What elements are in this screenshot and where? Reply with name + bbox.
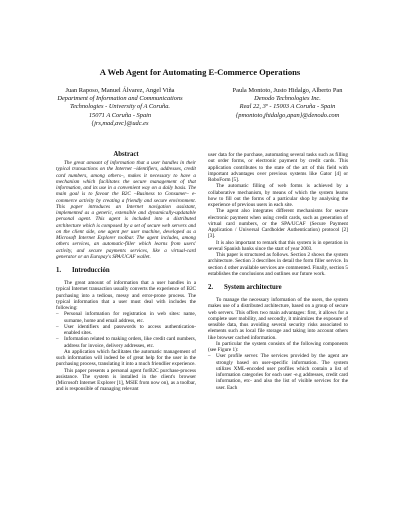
list-item: – Information related to making orders, like credit card numbers, address for invoice, delivery addresses, etc. bbox=[56, 336, 196, 349]
author-affiliation: Department of Information and Communications Technologies - University of A Coruña. bbox=[57, 95, 183, 111]
bullet-list bbox=[208, 353, 348, 391]
list-item: – User profile server. The services provided by the agent are strongly based on user-specific information. The system utilizes XML-encoded user profiles which contain a list of information categories for each user -e.g addresses, credit card information, etc- and also the list of visible services for the user. Each bbox=[208, 353, 348, 391]
abstract-text: The great amount of information that a user handles in their typical transactions on the Internet –identifiers, addresses, credit card numbers, among others–, makes it necessary to have a mechanism which facilitates the secure management of that information, and its use in a convenient way on a daily basis. The main goal is to favour the B2C –Business to Consumer– e-commerce activity by creating a friendly and secure environment. This paper introduces an Internet navigation assistant, implemented as a generic, extensible and dynamically-updatable personal agent. This agent is included into a distributed architecture which is composed by a set of secure web servers and on the client side, one agent per user machine, developed as a Microsoft Internet Explorer toolbar. The agent includes, among others services, an automatic-filler which learns from users' activity, and secure payments services, like a virtual-card generator or an Europay's SPA/UCAF wallet. bbox=[56, 160, 196, 260]
paragraph: To manage the necessary information of the users, the system makes use of a distributed architecture, based on a group of secure web servers. This offers two main advantages: first, it allows for a complete user mobility, and secondly, it minimizes the exposure of sensible data, thus avoiding several security risks associated to elements such as local file storage and taking into account others like browser cached information. bbox=[208, 297, 348, 341]
abstract-heading: Abstract bbox=[113, 151, 139, 158]
left-column bbox=[56, 150, 196, 393]
paragraph: An application which facilitates the automatic management of such information will indeed be of great help for the user in the purchasing process, translating it into a much friendlier experience. bbox=[56, 348, 196, 368]
section-number: 1. bbox=[56, 267, 62, 274]
author-address: 15071 A Coruña - Spain bbox=[88, 111, 152, 119]
paragraph: The automatic filling of web forms is achieved by a collaborative mechanism, by means of which the system learns how to fill out the forms of a particular shop by analysing the experience of previous users in each site. bbox=[208, 183, 348, 208]
section-heading-introduction bbox=[56, 267, 196, 275]
list-item: – User identifiers and passwords to access authentication-enabled sites. bbox=[56, 324, 196, 337]
paragraph: The great amount of information that a user handles in a typical Internet transaction usually converts the experience of B2C purchasing into a tedious, messy and error-prone process. The typical information that a user must deal with includes the following: bbox=[56, 280, 196, 311]
section-number: 2. bbox=[208, 284, 214, 291]
paper-title: A Web Agent for Automating E-Commerce Operations bbox=[99, 67, 301, 77]
paragraph: This paper is structured as follows. Section 2 shows the system architecture. Section 3 describes in detail the form filler service. In section 4 other available services are commented. Finally, section 5 establishes the conclusions and outlines our future work. bbox=[208, 252, 348, 277]
author-block-denodo bbox=[215, 87, 360, 120]
author-block-udc bbox=[45, 87, 195, 128]
author-names: Paula Montoto, Justo Hidalgo, Alberto Pan bbox=[232, 87, 343, 94]
right-column bbox=[208, 152, 348, 391]
paragraph: It is also important to remark that this system is in operation in several Spanish banks since the start of year 2003. bbox=[208, 239, 348, 252]
paragraph: The agent also integrates different mechanisms for secure electronic payment when using credit cards, such as generation of virtual card numbers, or the SPA/UCAF (Secure Payment Application / Universal Cardholder Authentication) protocol [2][3]. bbox=[208, 208, 348, 240]
author-email: {pmontoto,jhidalgo,apan}@denodo.com bbox=[235, 111, 340, 119]
author-affiliation: Denodo Technologies Inc. bbox=[254, 95, 321, 103]
section-title: System architecture bbox=[224, 284, 282, 291]
paragraph: In particular the system consists of the following components (see Figure 1): bbox=[208, 340, 348, 353]
bullet-list bbox=[56, 311, 196, 349]
list-item: – Personal information for registration in web sites: name, surname, home and email address, etc. bbox=[56, 311, 196, 324]
author-email: {jrs,mad,avc}@udc.es bbox=[91, 119, 149, 127]
author-address: Real 22, 3º - 15003 A Coruña - Spain bbox=[239, 103, 336, 111]
section-title: Introducción bbox=[72, 267, 110, 274]
paragraph: user data for the purchase, automating several tasks such as filling out order forms, or electronic payment by credit cards. This application contributes to the state of the art of this field with important advantages over previous systems like Gator [4] or RoboForm [5]. bbox=[208, 152, 348, 183]
section-heading-architecture bbox=[208, 284, 348, 292]
paragraph: This paper presents a personal agent forB2C purchase-process assistance. The system is installed in the client's browser (Microsoft Internet Explorer [1], MSIE from now on), as a toolbar, and is responsible of managing relevant bbox=[56, 367, 196, 393]
author-names: Juan Raposo, Manuel Álvarez, Angel Viña bbox=[65, 87, 175, 94]
